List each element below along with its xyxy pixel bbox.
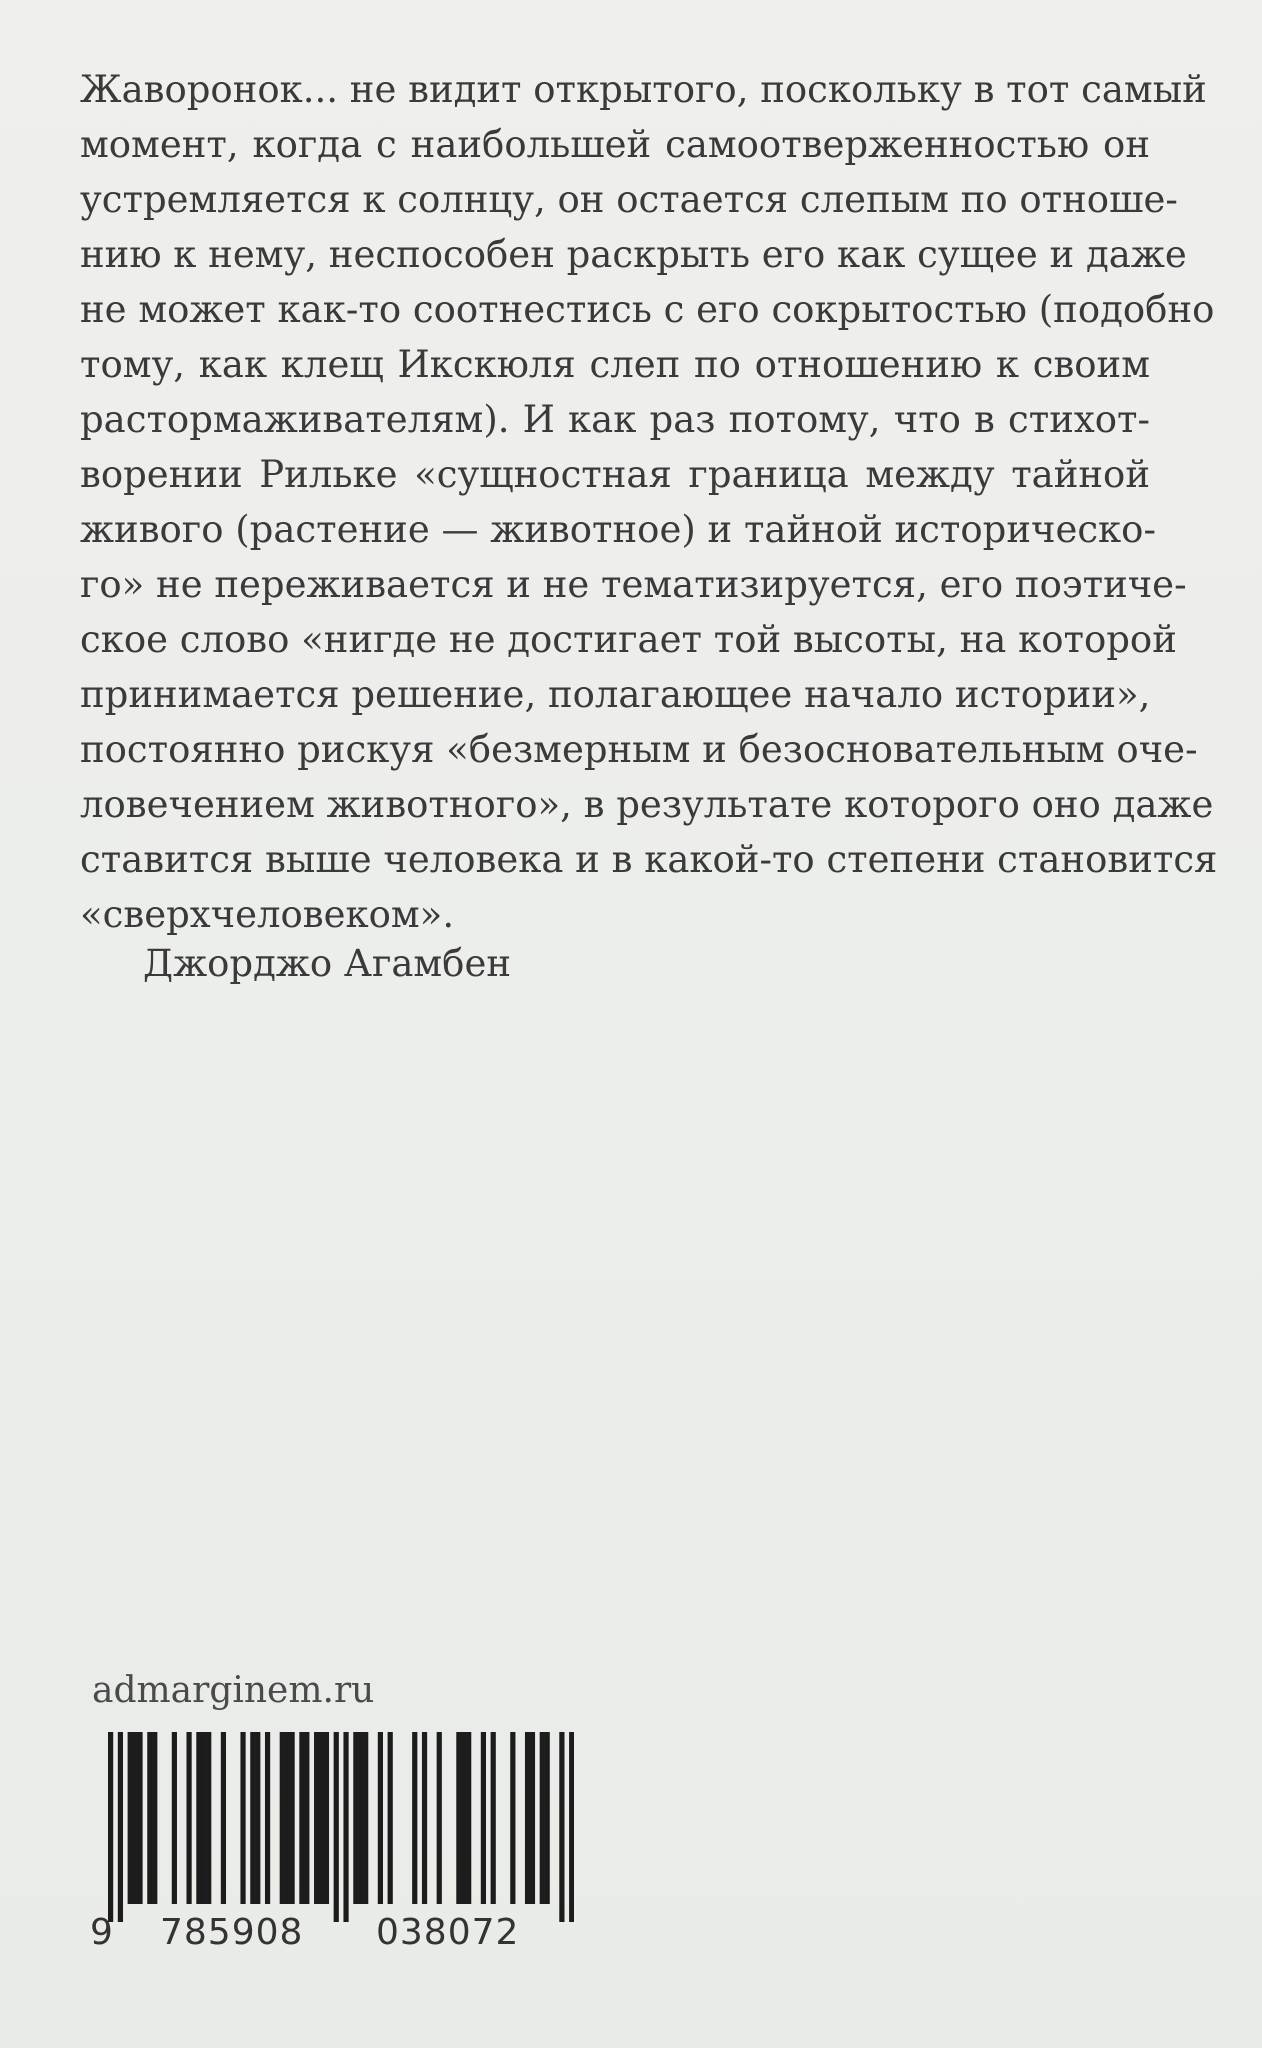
quote-line: принимается решение, полагающее начало истории», [80, 673, 1151, 716]
quote-line: постоянно рискуя «безмерным и безосновательным оче- [80, 728, 1198, 771]
barcode-bar [221, 1732, 226, 1904]
barcode-bar [147, 1732, 152, 1904]
barcode-digits [90, 1912, 610, 1962]
barcode-bar [196, 1732, 201, 1904]
quote-text [80, 62, 1218, 942]
quote-line: «сверхчеловеком». [80, 893, 455, 936]
quote-line: ское слово «нигде не достигает той высоты, на которой [80, 618, 1177, 661]
publisher-website: admarginem.ru [92, 1670, 375, 1711]
quote-line: ворении Рильке «сущностная граница между тайной [80, 453, 1150, 496]
barcode-bar [481, 1732, 486, 1904]
barcode-bar [334, 1732, 339, 1922]
barcode-bar [569, 1732, 574, 1922]
quote-line: не может как-то соотнестись с его сокрытостью (подобно [80, 288, 1215, 331]
barcode-bar [172, 1732, 177, 1904]
quote-line: нию к нему, неспособен раскрыть его как сущее и даже [80, 233, 1187, 276]
quote-line: Жаворонок... не видит открытого, поскольку в тот самый [80, 68, 1207, 111]
barcode-bar [133, 1732, 138, 1904]
barcode-bar [314, 1732, 319, 1904]
barcode-bar [388, 1732, 393, 1904]
barcode-bar [250, 1732, 255, 1904]
quote-line: тому, как клещ Икскюля слеп по отношению к своим [80, 343, 1150, 386]
barcode-bar [510, 1732, 515, 1904]
quote-author: Джорджо Агамбен [143, 942, 512, 985]
quote-line: устремляется к солнцу, он остается слепым по отноше- [80, 178, 1178, 221]
quote-line: ставится выше человека и в какой-то степени становится [80, 838, 1218, 881]
barcode-bar [280, 1732, 285, 1904]
barcode-bar [530, 1732, 535, 1904]
barcode-bar [363, 1732, 368, 1904]
barcode-group-left: 785908 [160, 1912, 304, 1953]
barcode-bar [378, 1732, 383, 1904]
barcode-bar [128, 1732, 133, 1904]
barcode-bar [461, 1732, 466, 1904]
barcode-bar [358, 1732, 363, 1904]
isbn-barcode [108, 1732, 574, 1922]
barcode-bar [299, 1732, 304, 1904]
quote-line: го» не переживается и не тематизируется, его поэтиче- [80, 563, 1187, 606]
barcode-group-right: 038072 [376, 1912, 520, 1953]
barcode-bar [152, 1732, 157, 1904]
barcode-bar [186, 1732, 191, 1904]
barcode-bar [206, 1732, 211, 1904]
barcode-bar [422, 1732, 427, 1904]
quote-line: растормаживателям). И как раз потому, что в стихот- [80, 398, 1150, 441]
barcode-bar [265, 1732, 270, 1904]
barcode-bar [319, 1732, 324, 1904]
barcode-bar [545, 1732, 550, 1904]
barcode-bar [324, 1732, 329, 1904]
barcode-bar [240, 1732, 245, 1904]
barcode-bar [201, 1732, 206, 1904]
barcode-bar [118, 1732, 123, 1922]
barcode-bar [108, 1732, 113, 1922]
barcode-bar [289, 1732, 294, 1904]
barcode-bar [525, 1732, 530, 1904]
barcode-bar [466, 1732, 471, 1904]
barcode-bar [491, 1732, 496, 1904]
barcode-bar [559, 1732, 564, 1922]
barcode-bar [137, 1732, 142, 1904]
barcode-bar [540, 1732, 545, 1904]
barcode-bar [343, 1732, 348, 1922]
barcode-bar [255, 1732, 260, 1904]
barcode-bar [353, 1732, 358, 1904]
barcode-digit-first: 9 [90, 1912, 113, 1953]
barcode-bar [437, 1732, 442, 1904]
quote-line: живого (растение — животное) и тайной историческо- [80, 508, 1156, 551]
barcode-bar [285, 1732, 290, 1904]
quote-line: ловечением животного», в результате которого оно даже [80, 783, 1214, 826]
barcode-bar [456, 1732, 461, 1904]
barcode-bar [304, 1732, 309, 1904]
barcode-bar [412, 1732, 417, 1904]
quote-line: момент, когда с наибольшей самоотверженностью он [80, 123, 1150, 166]
